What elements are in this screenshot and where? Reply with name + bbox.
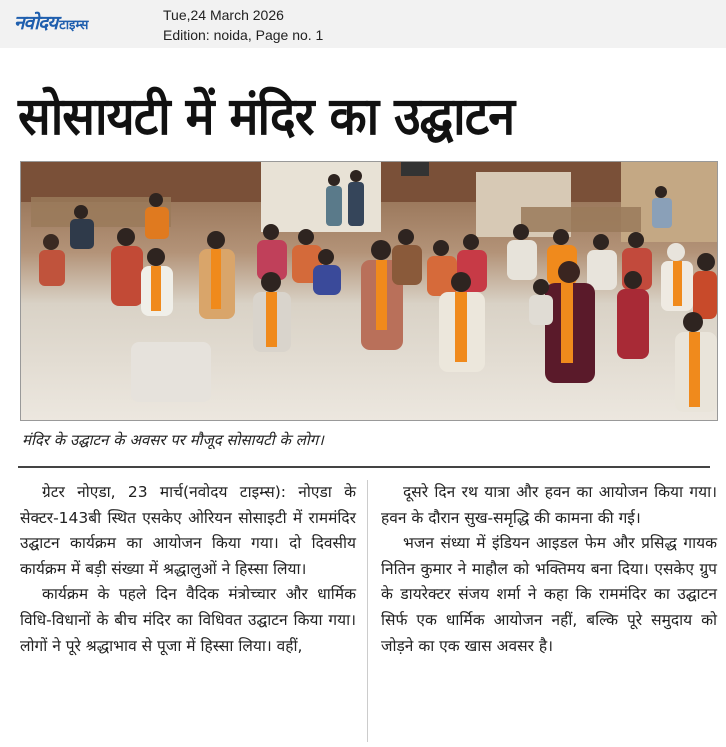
article-paragraph: कार्यक्रम के पहले दिन वैदिक मंत्रोच्चार और धार्मिक विधि-विधानों के बीच मंदिर का विधिवत उद्घाटन किया गया। लोगों ने पूरे श्रद्धाभाव से पूजा में हिस्सा लिया। वहीं, [20,585,356,655]
newspaper-logo[interactable] [14,9,88,35]
article-paragraph: भजन संध्या में इंडियन आइडल फेम और प्रसिद्ध गायक नितिन कुमार ने माहौल को भक्तिमय बना दिया। एसकेए ग्रुप के डायरेक्टर संजय शर्मा ने कहा कि राममंदिर का उद्घाटन सिर्फ एक धार्मिक आयोजन नहीं, बल्कि पूरे समुदाय को जोड़ने का एक खास अवसर है। [381,534,717,655]
article-paragraph: ग्रेटर नोएडा, 23 मार्च(नवोदय टाइम्स): नोएडा के सेक्टर-143बी स्थित एसकेए ओरियन सोसाइटी में राममंदिर उद्घाटन कार्यक्रम का आयोजन किया गया। दो दिवसीय कार्यक्रम में बड़ी संख्या में श्रद्धालुओं ने हिस्सा लिया। [20,483,356,578]
logo-sub: टाइम्स [59,18,89,33]
masthead-bar [0,0,726,48]
article-photo [20,161,718,421]
edition-info [163,5,323,45]
edition-page: Edition: noida, Page no. 1 [163,27,324,43]
caption-divider [18,466,710,468]
article-column-2 [381,480,717,659]
photo-illustration [21,162,717,420]
photo-caption: मंदिर के उद्घाटन के अवसर पर मौजूद सोसायटी के लोग। [22,431,324,449]
article-paragraph: दूसरे दिन रथ यात्रा और हवन का आयोजन किया गया। हवन के दौरान सुख-समृद्धि की कामना की गई। [381,483,717,527]
issue-date: Tue,24 March 2026 [163,7,284,23]
logo-main: नवोदय [14,12,58,34]
article-headline: सोसायटी में मंदिर का उद्घाटन [18,87,515,147]
article-column-1 [20,480,356,659]
column-separator [367,480,368,742]
